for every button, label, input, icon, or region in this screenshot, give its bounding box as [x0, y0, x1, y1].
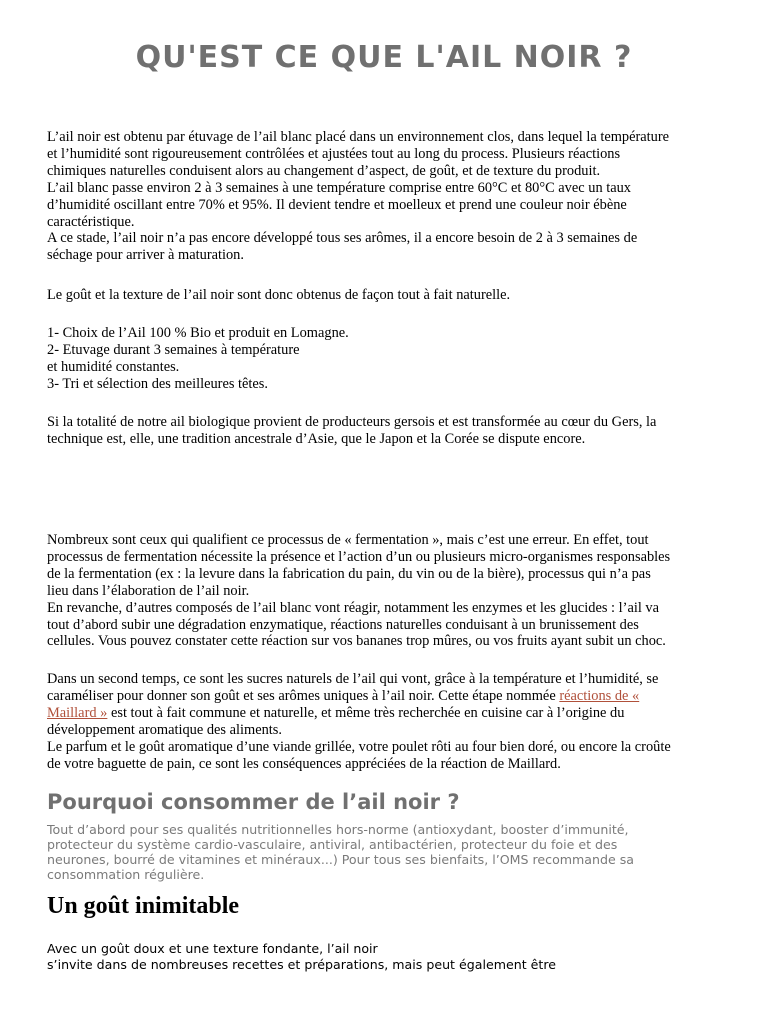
text-line: développement aromatique des aliments.: [47, 721, 282, 738]
text-line: [47, 688, 727, 705]
text-line: processus de fermentation nécessite la présence et l’action d’un ou plusieurs micro-organismes responsables: [47, 548, 671, 565]
text-line: L’ail blanc passe environ 2 à 3 semaines à une température comprise entre 60°C et 80°C avec un taux: [47, 179, 632, 196]
text-line: [47, 705, 727, 722]
origin-paragraph: [47, 414, 727, 448]
maillard-link[interactable]: réactions de «: [559, 687, 640, 704]
text-line: de la fermentation (ex : la levure dans la fabrication du pain, du vin ou de la bière), processus qui n’a pas: [47, 565, 651, 582]
taste-paragraph: [47, 941, 727, 972]
text-line: consommation régulière.: [47, 867, 205, 882]
text-line: En revanche, d’autres composés de l’ail blanc vont réagir, notamment les enzymes et les glucides : l’ail va: [47, 599, 660, 616]
text-line: d’humidité oscillant entre 70% et 95%. Il devient tendre et moelleux et prend une couleur noir ébène: [47, 196, 627, 213]
text-line: lieu dans l’élaboration de l’ail noir.: [47, 582, 250, 599]
text-line: Dans un second temps, ce sont les sucres naturels de l’ail qui vont, grâce à la température et l’humidité, se: [47, 671, 659, 687]
text-line: tout d’abord subir une dégradation enzymatique, réactions naturelles conduisant à un brunissement des: [47, 616, 639, 633]
text-line: de votre baguette de pain, ce sont les conséquences appréciées de la réaction de Maillard.: [47, 755, 561, 772]
text-segment: caraméliser pour donner son goût et ses arômes uniques à l’ail noir. Cette étape nommée: [47, 687, 560, 704]
text-line: chimiques naturelles conduisent alors au changement d’aspect, de goût, et de texture du produit.: [47, 162, 601, 179]
list-item: 2- Etuvage durant 3 semaines à température: [47, 341, 300, 358]
text-line: Nombreux sont ceux qui qualifient ce processus de « fermentation », mais c’est une erreur. En effet, tout: [47, 532, 649, 548]
text-line: neurones, bourré de vitamines et minéraux...) Pour tous ses bienfaits, l’OMS recommande sa: [47, 852, 635, 867]
page-title: QU'EST CE QUE L'AIL NOIR ?: [135, 40, 633, 75]
text-line: Tout d’abord pour ses qualités nutritionnelles hors-norme (antioxydant, booster d’immunité,: [47, 822, 629, 837]
text-line: technique est, elle, une tradition ancestrale d’Asie, que le Japon et la Corée se dispute encore.: [47, 430, 586, 447]
natural-paragraph: [47, 287, 727, 304]
text-line: cellules. Vous pouvez constater cette réaction sur vos bananes trop mûres, ou vos fruits ayant subit un choc.: [47, 633, 666, 650]
text-line: Le parfum et le goût aromatique d’une viande grillée, votre poulet rôti au four bien doré, ou encore la croûte: [47, 738, 671, 755]
text-segment: est tout à fait commune et naturelle, et même très recherchée en cuisine car à l’origine du: [107, 704, 625, 721]
fermentation-paragraph: [47, 532, 727, 650]
why-paragraph: [47, 822, 727, 882]
text-line: et l’humidité sont rigoureusement contrôlées et ajustées tout au long du process. Plusieurs réactions: [47, 145, 621, 162]
intro-paragraph: [47, 129, 727, 264]
section-heading-why: Pourquoi consommer de l’ail noir ?: [47, 790, 460, 814]
text-line: séchage pour arriver à maturation.: [47, 247, 244, 264]
steps-list: [47, 325, 727, 393]
list-item: 3- Tri et sélection des meilleures têtes.: [47, 375, 269, 392]
list-item: et humidité constantes.: [47, 358, 180, 375]
text-line: A ce stade, l’ail noir n’a pas encore développé tous ses arômes, il a encore besoin de 2 à 3 semaines de: [47, 230, 638, 247]
text-line: protecteur du système cardio-vasculaire, antiviral, antibactérien, protecteur du foie et des: [47, 837, 618, 852]
maillard-paragraph: [47, 671, 727, 772]
list-item: 1- Choix de l’Ail 100 % Bio et produit en Lomagne.: [47, 325, 349, 341]
maillard-link[interactable]: Maillard »: [47, 704, 108, 721]
text-line: Le goût et la texture de l’ail noir sont donc obtenus de façon tout à fait naturelle.: [47, 287, 511, 303]
text-line: s’invite dans de nombreuses recettes et préparations, mais peut également être: [47, 956, 556, 972]
section-heading-taste: Un goût inimitable: [47, 893, 240, 919]
text-line: caractéristique.: [47, 213, 135, 230]
text-line: Avec un goût doux et une texture fondante, l’ail noir: [47, 941, 378, 956]
text-line: L’ail noir est obtenu par étuvage de l’ail blanc placé dans un environnement clos, dans lequel la température: [47, 129, 670, 145]
text-line: Si la totalité de notre ail biologique provient de producteurs gersois et est transformée au cœur du Gers, la: [47, 414, 657, 430]
